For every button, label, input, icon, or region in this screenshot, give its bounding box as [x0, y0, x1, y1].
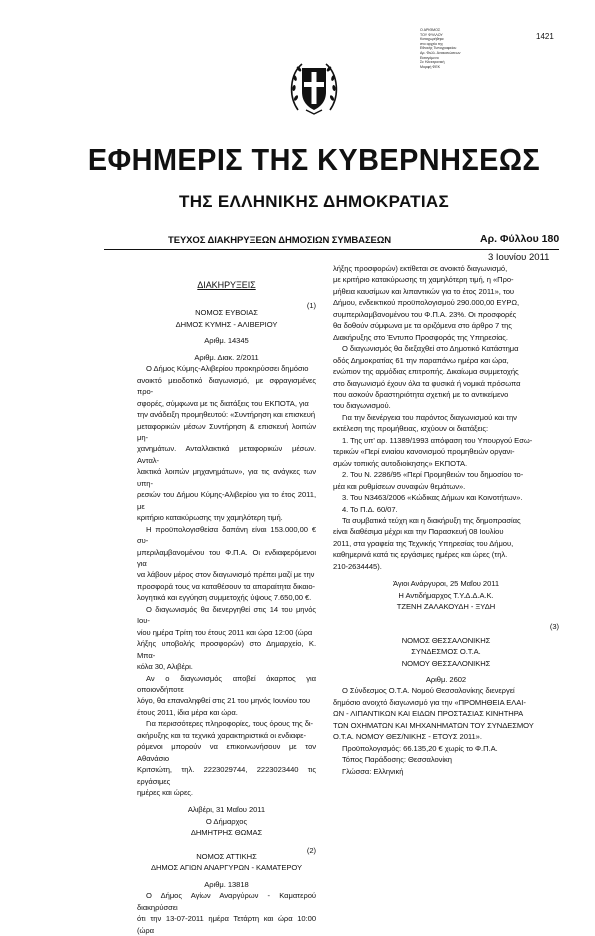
- page-number: 1421: [536, 32, 554, 41]
- notice-2-municipality: ΔΗΜΟΣ ΑΓΙΩΝ ΑΝΑΡΓΥΡΩΝ - ΚΑΜΑΤΕΡΟΥ: [150, 863, 303, 873]
- provision-item-3: 3. Του Ν3463/2006 «Κώδικας Δήμων και Κοινοτήτων».: [342, 493, 523, 503]
- notice-3-language: Γλώσσα: Ελληνική: [342, 766, 404, 776]
- notice-2-paragraph-2: λήξης προσφορών) εκτίθεται σε ανοικτό διαγωνισμό, με κριτήριο κατακύρωσης τη χαμηλότερη τιμή, η «Προ- μήθεια καυσίμων και λιπαντικών για το έτος 2011», του Δήμου, ενδεικτικού προϋπολογισμού 290.000,00 ΕΥΡΩ, συμπεριλαμβανομένου του Φ.Π.Α. 23%. Οι προσφορές θα δοθούν σύμφωνα με τα οριζόμενα στο άρθρο 7 της Διακήρυξης στο Έντυπο Προσφοράς της Υπηρεσίας.: [333, 264, 520, 342]
- notice-3-association: ΣΥΝΔΕΣΜΟΣ Ο.Τ.Α.: [411, 647, 481, 657]
- notice-1-paragraph-5: Για περισσότερες πληροφορίες, τους όρους της δι- ακήρυξης και τα τεχνικά χαρακτηριστικά οι ενδιαφε- ρόμενοι μπορούν να επικοινωνήσουν με τον Αθανάσιο Κριτσιώτη, τηλ. 2223029744, 2223023440 τις εργάσιμες ημέρες και ώρες.: [137, 719, 316, 798]
- notice-number-3: (3): [549, 621, 559, 631]
- notice-1-sign-name: ΔΗΜΗΤΡΗΣ ΘΩΜΑΣ: [190, 828, 263, 838]
- coat-of-arms-icon: [290, 58, 338, 116]
- notice-3-ref: Αριθμ. 2602: [425, 674, 467, 684]
- registry-stamp: Ο ΑΡΙΘΜΟΣ ΤΟΥ ΦΥΛΛΟΥ Καταχωρήθηκε στο αρχείο της Εθνικής Τυπογραφείου Αρ. Φυλλ. Ανακοινώσεων Εισαγόμενο Σε Ηλεκτρονική Μορφή ΦΕΚ: [420, 28, 461, 69]
- notice-3-budget: Προϋπολογισμός: 66.135,20 € χωρίς το Φ.Π.Α.: [342, 743, 498, 753]
- issue-series: ΤΕΥΧΟΣ ΔΙΑΚΗΡΥΞΕΩΝ ΔΗΜΟΣΙΩΝ ΣΥΜΒΑΣΕΩΝ: [168, 235, 392, 246]
- notice-2-sign-name: ΤΖΕΝΗ ΖΑΛΑΚΟΥΔΗ - ΞΥΔΗ: [396, 602, 496, 612]
- notice-2-paragraph-5: Τα συμβατικά τεύχη και η διακήρυξη της δημοπρασίας είναι διαθέσιμα μέχρι και την Παρασκευή 08 Ιουλίου 2011, στα γραφεία της Τεχνικής Υπηρεσίας του Δήμου, καθημερινά κατά τις εργάσιμες ημέρες και ώρες (τηλ. 210-2634445).: [333, 515, 521, 571]
- newspaper-title: ΕΦΗΜΕΡΙΣ ΤΗΣ ΚΥΒΕΡΝΗΣΕΩΣ: [87, 142, 541, 177]
- header-rule: [104, 249, 559, 250]
- newspaper-subtitle: ΤΗΣ ΕΛΛΗΝΙΚΗΣ ΔΗΜΟΚΡΑΤΙΑΣ: [179, 192, 449, 211]
- notice-1-paragraph-1: Ο Δήμος Κύμης-Αλιβερίου προκηρύσσει δημόσιο ανοικτό μειοδοτικό διαγωνισμό, με σφραγισμένες προ- σφορές, σύμφωνα με τις διατάξεις του ΕΚΠΟΤΑ, για την ανάδειξη προμηθευτού: «Συντήρηση και επισκευή μεταφορικών μέσων Συντήρηση & επισκευή λοιπών μη- χανημάτων. Ανταλλακτικά μεταφορικών μέσων. Ανταλ- λακτικά λοιπών μηχανημάτων», για τις ανάγκες των υπη- ρεσιών του Δήμου Κύμης-Αλιβερίου για το έτος 2011, με κριτήριο κατακύρωσης την χαμηλότερη τιμή.: [137, 364, 316, 523]
- notice-1-sign-place: Αλιβέρι, 31 Μαΐου 2011: [187, 805, 266, 815]
- sheet-number: Αρ. Φύλλου 180: [480, 233, 560, 245]
- notice-1-paragraph-3: Ο διαγωνισμός θα διενεργηθεί στις 14 του μηνός Ιου- νίου ημέρα Τρίτη του έτους 2011 και ώρα 12:00 (ώρα λήξης υποβολής προσφορών) στο Δημαρχείο, Κ. Μπα- κόλα 30, Αλιβέρι.: [137, 604, 316, 672]
- notice-2-ref: Αριθμ. 13818: [204, 879, 249, 889]
- notice-1-paragraph-2: Η προϋπολογισθείσα δαπάνη είναι 153.000,00 € συ- μπεριλαμβανομένου του Φ.Π.Α. Οι ενδιαφερόμενοι για να λάβουν μέρος στον διαγωνισμό πρέπει μαζί με την προσφορά τους να καταθέσουν τα απαραίτητα δικαιο- λογητικά και εγγύηση συμμετοχής ύψους 7.650,00 €.: [137, 524, 316, 603]
- provision-item-1: 1. Της υπ' αρ. 11389/1993 απόφαση του Υπουργού Εσω- τερικών «Περί ενιαίου κανονισμού προμηθειών οργανι- σμών τοπικής αυτοδιοίκησης» ΕΚΠΟΤΑ.: [333, 435, 533, 468]
- notice-3-prefecture: ΝΟΜΟΣ ΘΕΣΣΑΛΟΝΙΚΗΣ: [401, 635, 491, 645]
- notice-2-sign-role: Η Αντιδήμαρχος Τ.Υ.Δ.Δ.Α.Κ.: [398, 590, 494, 600]
- notice-2-paragraph-3: Ο διαγωνισμός θα διεξαχθεί στο Δημοτικό Κατάστημα οδός Δημοκρατίας 61 την παραπάνω ημέρα και ώρα, ενώπιον της αρμόδιας επιτροπής. Δικαίωμα συμμετοχής στο διαγωνισμό έχουν όλα τα φυσικά ή νομικά πρόσωπα που ασκούν δραστηριότητα σχετική με το αντικείμενο του διαγωνισμού.: [333, 344, 521, 411]
- notice-1-sign-role: Ο Δήμαρχος: [205, 816, 248, 826]
- issue-date: 3 Ιουνίου 2011: [488, 252, 550, 263]
- notice-3-paragraph-1: Ο Σύνδεσμος Ο.Τ.Α. Νομού Θεσσαλονίκης διενεργεί δημόσιο ανοιχτό διαγωνισμό για την «ΠΡΟΜΗΘΕΙΑ ΕΛΑΙ- ΩΝ - ΛΙΠΑΝΤΙΚΩΝ ΚΑΙ ΕΙΔΩΝ ΠΡΟΣΤΑΣΙΑΣ ΚΙΝΗΤΗΡΑ ΤΩΝ ΟΧΗΜΑΤΩΝ ΚΑΙ ΜΗΧΑΝΗΜΑΤΩΝ ΤΟΥ ΣΥΝΔΕΣΜΟΥ Ο.Τ.Α. ΝΟΜΟΥ ΘΕΣ/ΝΙΚΗΣ - ΕΤΟΥΣ 2011».: [333, 686, 534, 742]
- notice-1-municipality: ΔΗΜΟΣ ΚΥΜΗΣ - ΑΛΙΒΕΡΙΟΥ: [175, 319, 278, 329]
- notice-2-sign-place: Άγιοι Ανάργυροι, 25 Μαΐου 2011: [392, 579, 500, 589]
- notice-1-ref: Αριθμ. 14345: [204, 336, 249, 346]
- notice-2-paragraph-4: Για την διενέργεια του παρόντος διαγωνισμού και την εκτέλεση της προμήθειας, ισχύουν οι διατάξεις:: [333, 412, 517, 434]
- notice-1-diak: Αριθμ. Διακ. 2/2011: [194, 352, 259, 362]
- section-heading: ΔΙΑΚΗΡΥΞΕΙΣ: [197, 280, 256, 290]
- right-column: [333, 263, 559, 777]
- notice-2-prefecture: ΝΟΜΟΣ ΑΤΤΙΚΗΣ: [196, 851, 257, 861]
- notice-number-2: (2): [306, 845, 316, 855]
- notice-3-delivery-place: Τόπος Παράδοσης: Θεσσαλονίκη: [342, 755, 452, 765]
- notice-3-association-prefecture: ΝΟΜΟΥ ΘΕΣΣΑΛΟΝΙΚΗΣ: [401, 658, 491, 668]
- notice-number-1: (1): [306, 301, 316, 310]
- notice-1-prefecture: ΝΟΜΟΣ ΕΥΒΟΙΑΣ: [195, 308, 258, 318]
- notice-2-paragraph-1: Ο Δήμος Αγίων Αναργύρων - Καματερού διακηρύσσει ότι την 13-07-2011 ημέρα Τετάρτη και ώρα 10:00 (ώρα: [137, 891, 316, 935]
- provision-item-2: 2. Του Ν. 2286/95 «Περί Προμηθειών του δημοσίου το- μέα και ρυθμίσεων συναφών θεμάτων».: [333, 470, 524, 491]
- left-column: [137, 280, 316, 936]
- provision-item-4: 4. Το Π.Δ. 60/07.: [342, 504, 398, 514]
- notice-1-paragraph-4: Αν ο διαγωνισμός αποβεί άκαρπος για οποιονδήποτε λόγο, θα επαναληφθεί στις 21 του μηνός Ιουνίου του έτους 2011, ίδια μέρα και ώρα.: [137, 673, 316, 717]
